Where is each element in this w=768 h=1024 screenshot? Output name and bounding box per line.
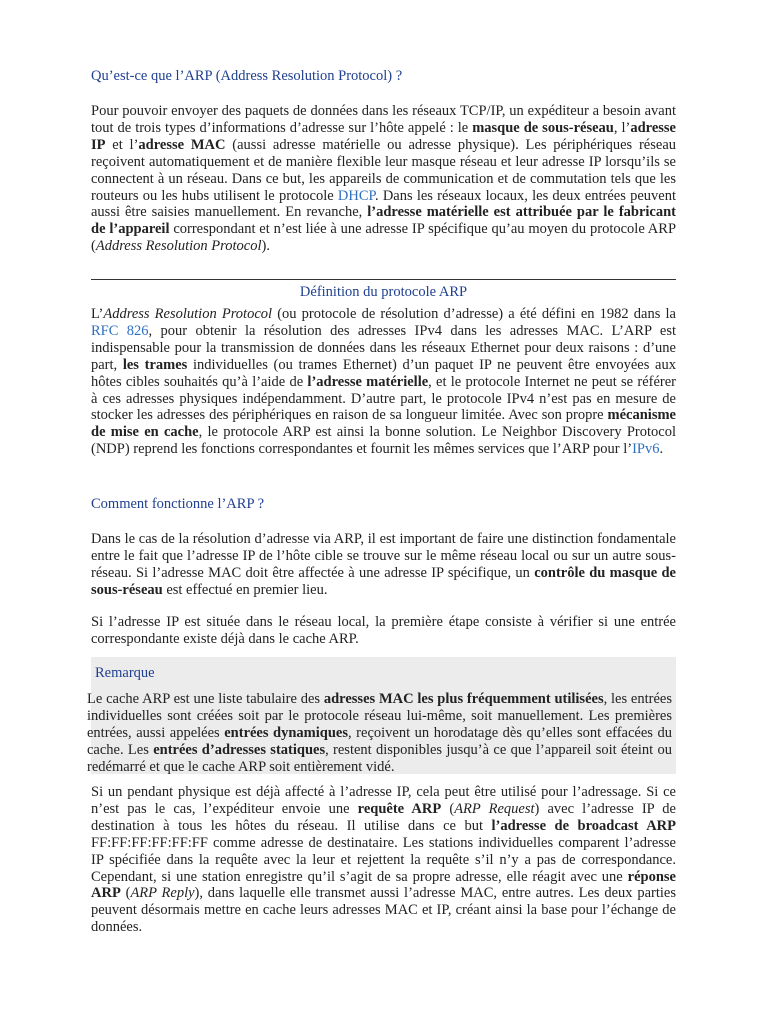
paragraph-arp-request: Si un pendant physique est déjà affecté à l’adresse IP, cela peut être utilisé pour l’adressage. Si ce n’est pas le cas, l’expéditeur envoie une requête ARP (ARP Request) avec l’adresse IP de destination à tous les hôtes du réseau. Il utilise dans ce but l’adresse de broadcast ARP FF:FF:FF:FF:FF:FF comme adresse de destinataire. Les stations individuelles comparent l’adresse IP spécifiée dans la requête avec la leur et rejettent la requête s’il n’y a pas de correspondance. Cependant, si une station enregistre qu’il s’agit de sa propre adresse, elle réagit avec une réponse ARP (ARP Reply), dans laquelle elle transmet aussi l’adresse MAC, entre autres. Les deux parties peuvent désormais mettre en cache leurs adresses MAC et IP, créant ainsi la base pour l’échange de données.: [91, 784, 676, 936]
ipv6-link[interactable]: IPv6: [632, 441, 660, 458]
rfc-826-link[interactable]: RFC 826: [91, 322, 149, 339]
remarque-box: [87, 657, 676, 775]
paragraph-how-works: Dans le cas de la résolution d’adresse via ARP, il est important de faire une distinction fondamentale entre le fait que l’adresse IP de l’hôte cible se trouve sur le même réseau local ou sur un autre sous-réseau. Si l’adresse MAC doit être affectée à une adresse IP spécifique, un contrôle du masque de sous-réseau est effectué en premier lieu.: [91, 531, 676, 598]
remarque-text: Le cache ARP est une liste tabulaire des adresses MAC les plus fréquemment utilisées, les entrées individuelles sont créées soit par le protocole réseau lui-même, soit manuellement. Les premières entrées, aussi appelées entrées dynamiques, reçoivent un horodatage dès qu’elles sont effacées du cache. Les entrées d’adresses statiques, restent disponibles jusqu’à ce que l’appareil soit éteint ou redémarré et que le cache ARP soit entièrement vidé.: [87, 691, 672, 775]
heading-arp-definition: Définition du protocole ARP: [299, 284, 468, 300]
dhcp-link[interactable]: DHCP: [337, 187, 375, 204]
paragraph-local-network: Si l’adresse IP est située dans le réseau local, la première étape consiste à vérifier si une entrée correspondante existe déjà dans le cache ARP.: [91, 614, 676, 647]
paragraph-definition: L’Address Resolution Protocol (ou protocole de résolution d’adresse) a été défini en 1982 dans la RFC 826, pour obtenir la résolution des adresses IPv4 dans les adresses MAC. L’ARP est indispensable pour la transmission de données dans les réseaux Ethernet pour deux raisons : d’une part, les trames individuelles (ou trames Ethernet) d’un paquet IP ne peuvent être envoyées aux hôtes cibles souhaités qu’à l’aide de l’adresse matérielle, et le protocole Internet ne peut se référer à ces adresses physiques indépendamment. D’autre part, le protocole IPv4 n’est pas en mesure de stocker les adresses des périphériques en raison de sa longueur limitée. Avec son propre mécanisme de mise en cache, le protocole ARP est ainsi la bonne solution. Le Neighbor Discovery Protocol (NDP) reprend les fonctions correspondantes et fournit les mêmes services que l’ARP pour l’IPv6.: [91, 306, 677, 458]
heading-what-is-arp: Qu’est-ce que l’ARP (Address Resolution Protocol) ?: [91, 68, 403, 84]
section-divider: [91, 279, 676, 280]
paragraph-intro: Pour pouvoir envoyer des paquets de données dans les réseaux TCP/IP, un expéditeur a besoin avant tout de trois types d’informations d’adresse sur l’hôte appelé : le masque de sous-réseau, l’adresse IP et l’adresse MAC (aussi adresse matérielle ou adresse physique). Les périphériques réseau reçoivent automatiquement et de manière flexible leur masque réseau et leur adresse IP lorsqu’ils se connectent à un réseau. Dans ce but, les appareils de communication et de commutation tels que les routeurs ou les hubs utilisent le protocole DHCP. Dans les réseaux locaux, les deux entrées peuvent aussi être saisies manuellement. En revanche, l’adresse matérielle est attribuée par le fabricant de l’appareil correspondant et n’est liée à une adresse IP spécifique qu’au moyen du protocole ARP (Address Resolution Protocol).: [91, 103, 677, 255]
heading-how-arp-works: Comment fonctionne l’ARP ?: [91, 496, 265, 512]
remarque-title: Remarque: [95, 665, 155, 681]
